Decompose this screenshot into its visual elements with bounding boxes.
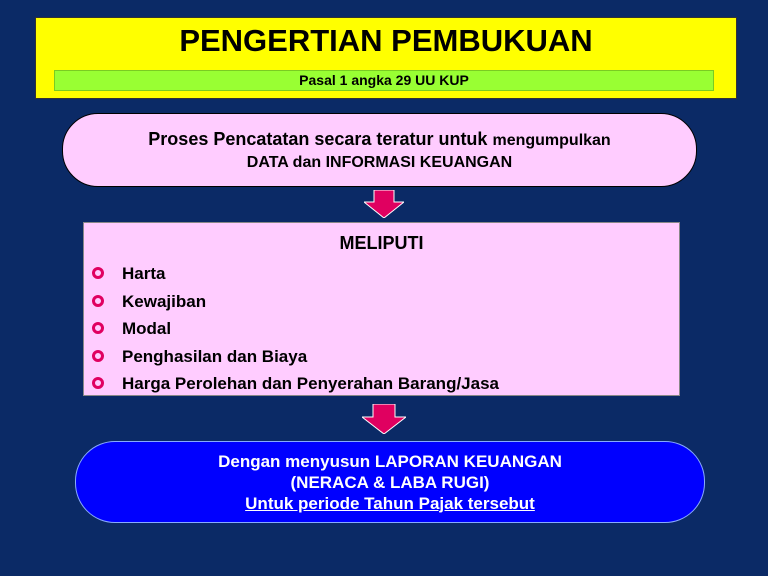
result-box (75, 441, 705, 523)
definition-line-1 (148, 129, 610, 150)
list-item: Modal (84, 315, 499, 343)
definition-line-2: DATA dan INFORMASI KEUANGAN (246, 153, 513, 171)
ring-bullet-icon (92, 377, 104, 389)
result-line-3: Untuk periode Tahun Pajak tersebut (245, 493, 535, 513)
down-arrow-icon (362, 404, 406, 434)
scope-heading: MELIPUTI (339, 233, 424, 253)
list-item: Kewajiban (84, 288, 499, 316)
ring-bullet-icon (92, 350, 104, 362)
list-item: Harga Perolehan dan Penyerahan Barang/Jasa (84, 370, 499, 398)
ring-bullet-icon (92, 267, 104, 279)
ring-bullet-icon (92, 322, 104, 334)
page-subtitle: Pasal 1 angka 29 UU KUP (54, 70, 714, 91)
definition-line-1-main: Proses Pencatatan secara teratur untuk (148, 128, 488, 149)
title-banner (35, 17, 737, 99)
page-title: PENGERTIAN PEMBUKUAN (179, 23, 593, 58)
result-line-1: Dengan menyusun LAPORAN KEUANGAN (218, 451, 562, 471)
list-item: Harta (84, 260, 499, 288)
down-arrow-icon (364, 190, 404, 218)
definition-box (62, 113, 697, 187)
list-item: Penghasilan dan Biaya (84, 343, 499, 371)
ring-bullet-icon (92, 295, 104, 307)
definition-line-1-tail: mengumpulkan (492, 131, 611, 149)
scope-box (83, 222, 680, 396)
scope-list (84, 260, 499, 398)
result-line-2: (NERACA & LABA RUGI) (290, 472, 490, 492)
